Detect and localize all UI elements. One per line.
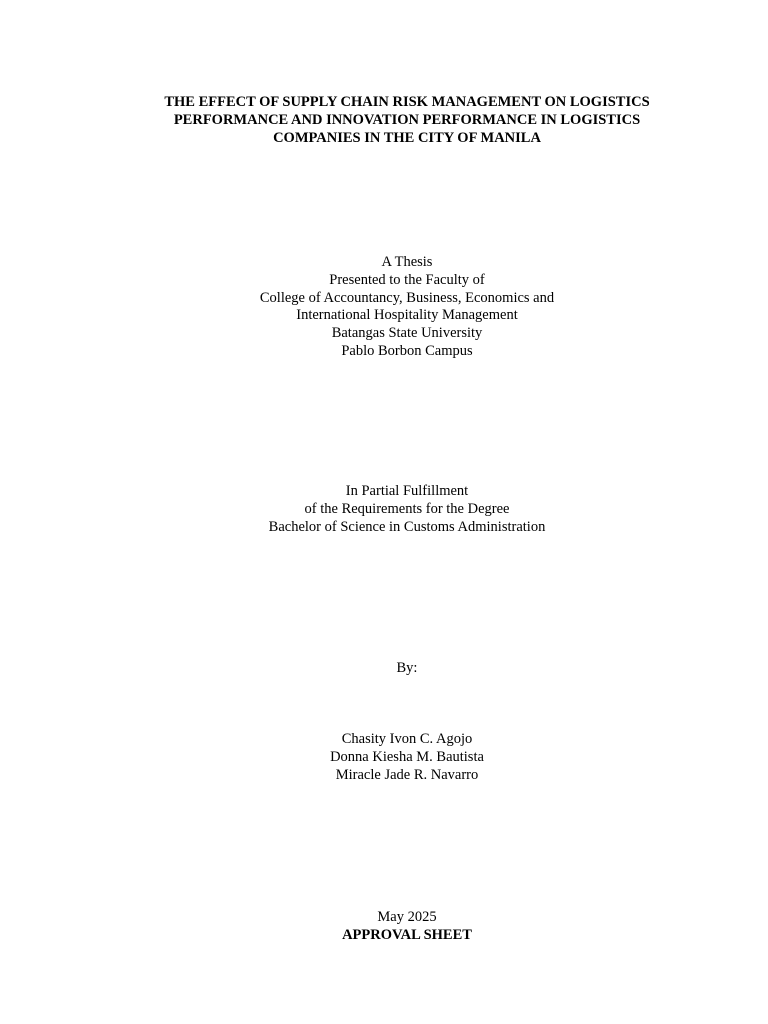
- author-name: Miracle Jade R. Navarro: [335, 766, 479, 783]
- author-name: Chasity Ivon C. Agojo: [341, 731, 473, 747]
- degree-fulfillment: [92, 483, 722, 536]
- thesis-line: Presented to the Faculty of: [329, 271, 485, 288]
- title-line: COMPANIES IN THE CITY OF MANILA: [273, 129, 541, 146]
- fulfillment-line: Bachelor of Science in Customs Administration: [268, 518, 546, 535]
- thesis-presentation: [92, 254, 722, 361]
- author-list: [92, 731, 722, 784]
- fulfillment-line: In Partial Fulfillment: [345, 483, 469, 499]
- by-label: [92, 660, 722, 678]
- author-name: Donna Kiesha M. Bautista: [330, 748, 484, 765]
- approval-sheet-heading: APPROVAL SHEET: [342, 926, 472, 943]
- submission-date: May 2025: [377, 909, 437, 925]
- thesis-line: International Hospitality Management: [296, 307, 518, 324]
- by-text: By:: [396, 660, 418, 676]
- title-line: PERFORMANCE AND INNOVATION PERFORMANCE IN LOGISTICS: [173, 111, 641, 128]
- thesis-line: College of Accountancy, Business, Economics and: [259, 289, 555, 306]
- thesis-line: Batangas State University: [331, 325, 483, 342]
- thesis-line: A Thesis: [381, 254, 433, 270]
- fulfillment-line: of the Requirements for the Degree: [304, 500, 510, 517]
- thesis-title: [92, 94, 722, 147]
- date-and-next-heading: [92, 909, 722, 945]
- title-line: THE EFFECT OF SUPPLY CHAIN RISK MANAGEMENT ON LOGISTICS: [164, 94, 650, 110]
- thesis-line: Pablo Borbon Campus: [341, 342, 473, 359]
